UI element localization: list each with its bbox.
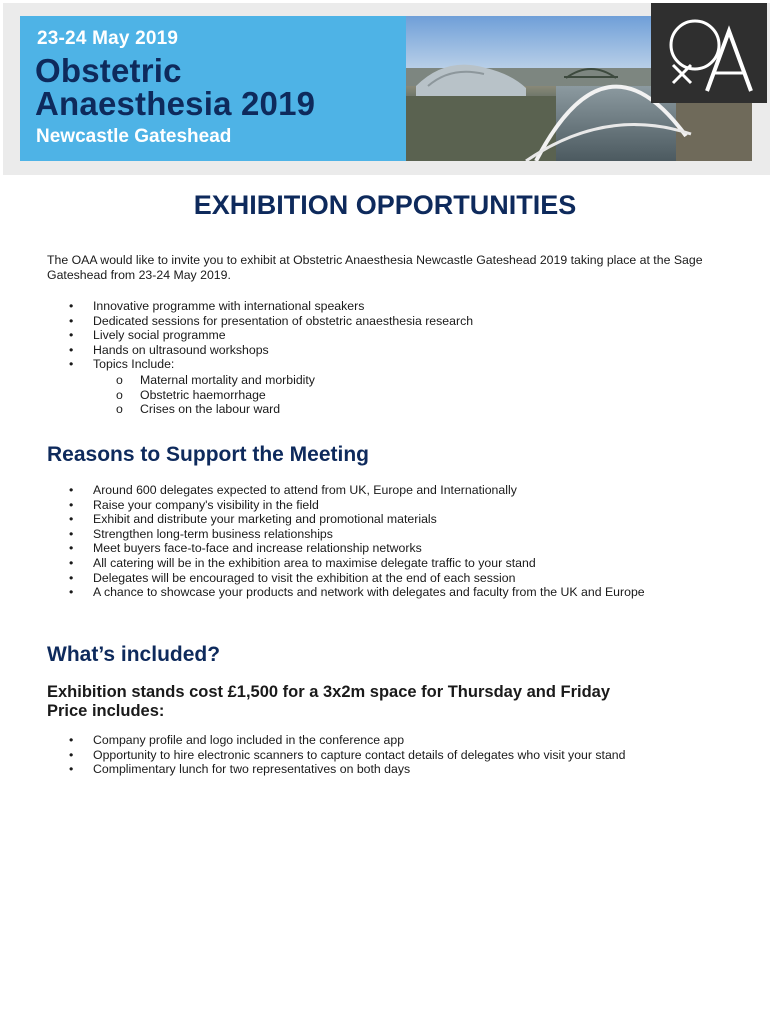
sub-bullet-icon: o [116, 402, 123, 417]
included-heading: What’s included? [47, 643, 221, 666]
bullet-icon: • [69, 555, 74, 570]
highlights-list [0, 299, 473, 372]
list-item: • Hands on ultrasound workshops [69, 342, 269, 357]
bullet-icon: • [69, 762, 74, 777]
list-item: • Meet buyers face-to-face and increase relationship networks [69, 541, 422, 556]
list-item: • Complimentary lunch for two representatives on both days [69, 762, 411, 777]
oaa-logo-mark-icon [651, 3, 767, 103]
intro-paragraph: The OAA would like to invite you to exhibit at Obstetric Anaesthesia Newcastle Gateshead 2019 taking place at the Sage Gateshead from 23-24 May 2019. [47, 253, 703, 282]
list-item: o Obstetric haemorrhage [116, 387, 266, 402]
reasons-heading: Reasons to Support the Meeting [47, 443, 370, 466]
sub-bullet-icon: o [116, 387, 123, 402]
list-item: • Opportunity to hire electronic scanners to capture contact details of delegates who visit your stand [69, 747, 626, 762]
bullet-icon: • [69, 328, 74, 343]
list-item: • Innovative programme with international speakers [69, 299, 365, 313]
sub-bullet-icon: o [116, 373, 123, 387]
reasons-list [0, 483, 645, 600]
banner-title-panel [20, 16, 406, 161]
bullet-icon: • [69, 512, 74, 527]
bullet-icon: • [69, 747, 74, 762]
price-includes-line: Price includes: [47, 702, 165, 720]
bullet-icon: • [69, 526, 74, 541]
bullet-icon: • [69, 342, 74, 357]
oaa-logo [651, 3, 767, 103]
event-title [35, 54, 315, 120]
stand-price-line: Exhibition stands cost £1,500 for a 3x2m space for Thursday and Friday [47, 683, 611, 701]
bullet-icon: • [69, 541, 74, 556]
list-item: • Exhibit and distribute your marketing and promotional materials [69, 512, 437, 527]
bullet-icon: • [69, 585, 74, 600]
included-subheading [47, 683, 727, 721]
event-date: 23-24 May 2019 [37, 28, 179, 49]
list-item: • All catering will be in the exhibition area to maximise delegate traffic to your stand [69, 555, 536, 570]
bullet-icon: • [69, 299, 74, 313]
list-item: • Company profile and logo included in the conference app [69, 733, 405, 747]
bullet-icon: • [69, 313, 74, 328]
bullet-icon: • [69, 733, 74, 747]
list-item: • A chance to showcase your products and network with delegates and faculty from the UK and Europe [69, 585, 645, 600]
included-list [0, 733, 625, 777]
list-item: • Lively social programme [69, 328, 226, 343]
event-title-line1: Obstetric [35, 52, 182, 89]
topics-list [0, 373, 315, 417]
bullet-icon: • [69, 570, 74, 585]
bullet-icon: • [69, 497, 74, 512]
list-item: • Around 600 delegates expected to attend from UK, Europe and Internationally [69, 483, 517, 497]
list-item: o Crises on the labour ward [116, 402, 281, 417]
event-title-line2: Anaesthesia 2019 [35, 85, 316, 122]
list-item: • Topics Include: [69, 357, 175, 372]
bullet-icon: • [69, 483, 74, 497]
list-item: • Strengthen long-term business relationships [69, 526, 333, 541]
list-item: o Maternal mortality and morbidity [116, 373, 315, 387]
list-item: • Dedicated sessions for presentation of obstetric anaesthesia research [69, 313, 474, 328]
list-item: • Delegates will be encouraged to visit the exhibition at the end of each session [69, 570, 516, 585]
event-location: Newcastle Gateshead [36, 126, 232, 147]
list-item: • Raise your company's visibility in the field [69, 497, 319, 512]
bullet-icon: • [69, 357, 74, 372]
page-title: EXHIBITION OPPORTUNITIES [193, 190, 577, 220]
